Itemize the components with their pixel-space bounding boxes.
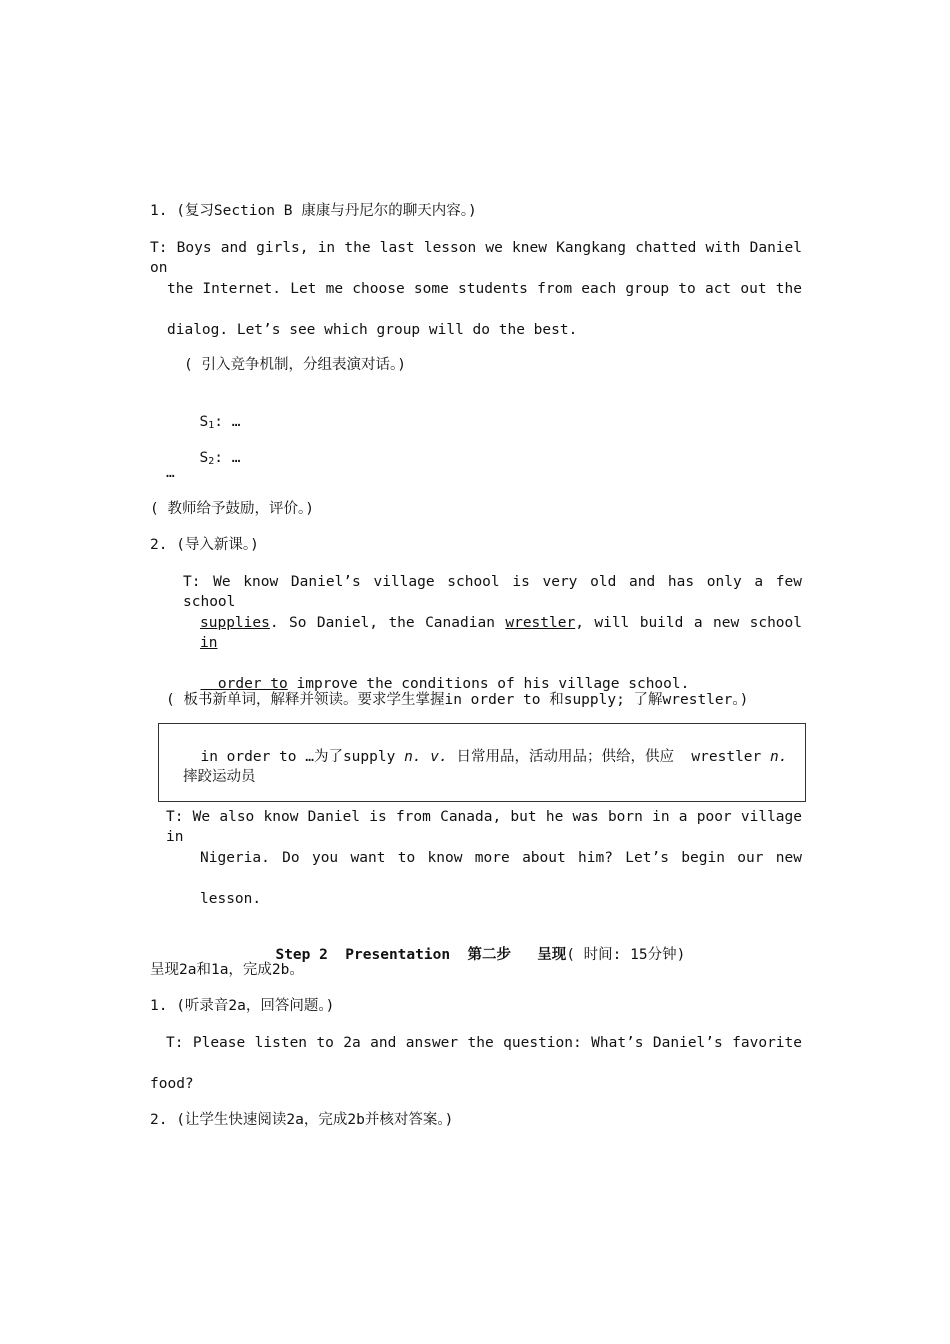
p2-t2-d: , will build a new school — [575, 615, 802, 631]
p2-title: 2. (导入新课。) — [150, 537, 259, 553]
p2-text-line-1: T: We know Daniel’s village school is very old and has only a few school — [183, 574, 802, 610]
p3-text-line-2: Nigeria. Do you want to know more about him? Let’s begin our new — [200, 850, 802, 866]
s2-text: : … — [214, 450, 241, 466]
s1-label: S — [199, 414, 209, 430]
step-heading-time: ( 时间: 15分钟) — [566, 947, 686, 963]
vocab-line-1 — [183, 727, 787, 767]
s2-sub: 2 — [208, 456, 215, 467]
vocab-pos-n: n. — [770, 749, 788, 765]
s1-text: : … — [214, 414, 241, 430]
word-supplies: supplies — [200, 615, 270, 631]
vocab-line-2: 摔跤运动员 — [183, 769, 256, 785]
s2-label: S — [199, 450, 209, 466]
vocab-supply-meaning: 日常用品，活动用品；供给，供应 wrestler — [447, 749, 770, 765]
phrase-order-to: order to — [200, 676, 288, 692]
step-heading — [258, 925, 685, 965]
p1-eval: ( 教师给予鼓励，评价。) — [150, 501, 314, 517]
p3-text-line-1: T: We also know Daniel is from Canada, but he was born in a poor village in — [166, 809, 802, 845]
p1-text-line-3: dialog. Let’s see which group will do the best. — [167, 322, 578, 338]
q1-text-line-1: T: Please listen to 2a and answer the question: What’s Daniel’s favorite — [166, 1035, 802, 1051]
q2-title: 2. (让学生快速阅读2a，完成2b并核对答案。) — [150, 1112, 454, 1128]
present-line: 呈现2a和1a，完成2b。 — [150, 962, 304, 978]
s2-line — [182, 428, 240, 472]
p2-note: ( 板书新单词，解释并领读。要求学生掌握in order to 和supply; 了解wrestler。) — [166, 692, 749, 708]
p1-title: 1. (复习Section B 康康与丹尼尔的聊天内容。) — [150, 203, 477, 219]
word-in: in — [200, 635, 218, 651]
p2-t2-b: . So Daniel, the Canadian — [269, 615, 506, 631]
ellipsis: … — [166, 465, 175, 481]
step-heading-bold: Step 2 Presentation 第二步 呈现 — [275, 947, 567, 963]
vocab-in-order-to: in order to …为了supply — [200, 749, 405, 765]
q1-title: 1. (听录音2a，回答问题。) — [150, 998, 335, 1014]
p2-text-line-3 — [183, 654, 689, 694]
vocab-pos-nv: n. v. — [404, 749, 448, 765]
p2-t3-b: improve the conditions of his village school. — [287, 676, 690, 692]
p1-text-line-2: the Internet. Let me choose some students from each group to act out the — [167, 281, 802, 297]
p2-text-line-2 — [200, 613, 802, 653]
p3-text-line-3: lesson. — [200, 891, 262, 907]
s1-sub: 1 — [208, 420, 215, 431]
word-wrestler: wrestler — [505, 615, 576, 631]
p1-text-line-1: T: Boys and girls, in the last lesson we knew Kangkang chatted with Daniel on — [150, 240, 802, 276]
p1-note: ( 引入竞争机制，分组表演对话。) — [184, 357, 406, 373]
q1-text-line-2: food? — [150, 1076, 194, 1092]
